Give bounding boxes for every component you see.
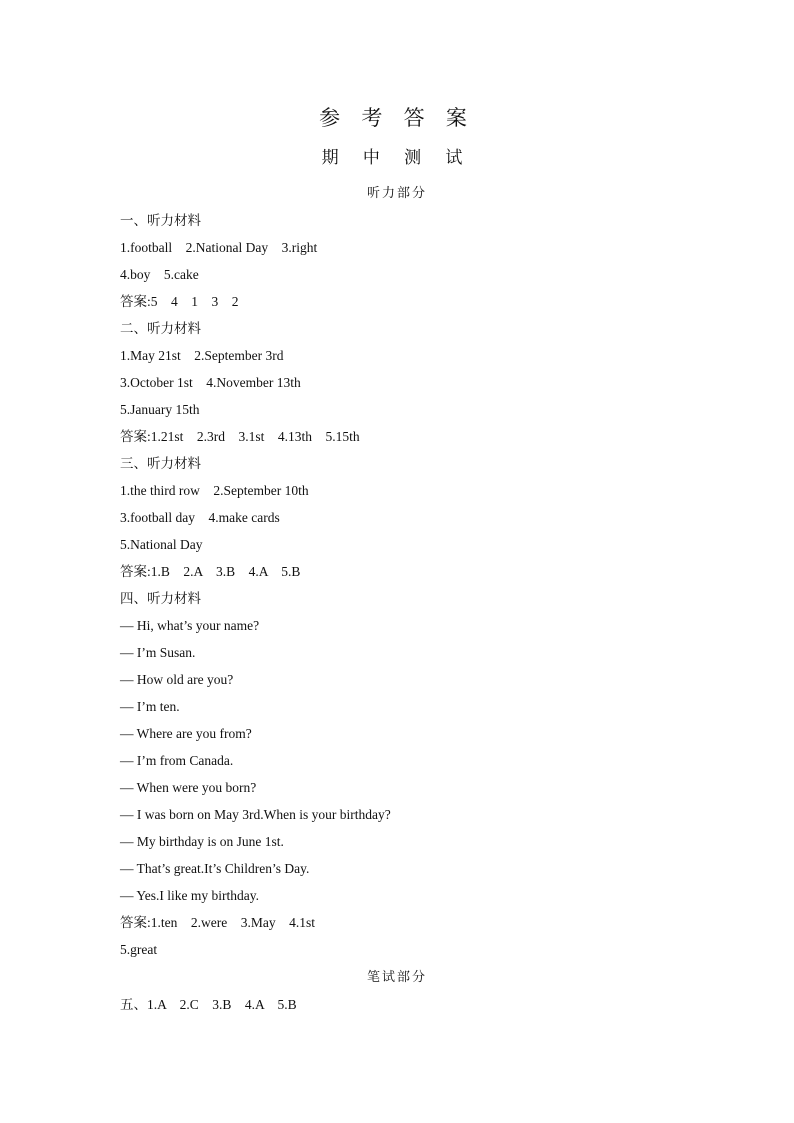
text-line: 1.the third row 2.September 10th: [120, 483, 309, 498]
dialogue-line: — Hi, what’s your name?: [120, 618, 260, 633]
text-line: 3.October 1st 4.November 13th: [120, 375, 301, 390]
dialogue-line: — That’s great.It’s Children’s Day.: [120, 861, 310, 876]
answer-content: [120, 210, 740, 966]
text-line: 答案:1.21st 2.3rd 3.1st 4.13th 5.15th: [120, 429, 360, 444]
dialogue-line: — I’m Susan.: [120, 645, 196, 660]
text-line: 答案:5 4 1 3 2: [120, 294, 239, 309]
dialogue-line: — I’m from Canada.: [120, 753, 234, 768]
dialogue-line: — I was born on May 3rd.When is your birthday?: [120, 807, 391, 822]
section-heading-writing: 笔试部分: [366, 969, 427, 984]
text-line: 3.football day 4.make cards: [120, 510, 280, 525]
text-line: 5.National Day: [120, 537, 203, 552]
text-line: 1.football 2.National Day 3.right: [120, 240, 318, 255]
dialogue-line: — I’m ten.: [120, 699, 180, 714]
text-line: 一、听力材料: [120, 213, 201, 228]
text-line: 答案:1.B 2.A 3.B 4.A 5.B: [120, 564, 301, 579]
text-line: 答案:1.ten 2.were 3.May 4.1st: [120, 915, 315, 930]
text-line: 5.January 15th: [120, 402, 200, 417]
dialogue-line: — Where are you from?: [120, 726, 252, 741]
dialogue-line: — How old are you?: [120, 672, 234, 687]
writing-answer-line: 五、1.A 2.C 3.B 4.A 5.B: [120, 997, 297, 1012]
text-line: 三、听力材料: [120, 456, 201, 471]
section-heading-listening: 听力部分: [366, 185, 427, 200]
text-line: 5.great: [120, 942, 158, 957]
dialogue-line: — When were you born?: [120, 780, 257, 795]
page-subtitle: 期 中 测 试: [321, 148, 473, 167]
dialogue-line: — My birthday is on June 1st.: [120, 834, 284, 849]
page-title: 参 考 答 案: [319, 106, 475, 130]
text-line: 二、听力材料: [120, 321, 201, 336]
dialogue-line: — Yes.I like my birthday.: [120, 888, 259, 903]
text-line: 四、听力材料: [120, 591, 201, 606]
text-line: 1.May 21st 2.September 3rd: [120, 348, 284, 363]
text-line: 4.boy 5.cake: [120, 267, 199, 282]
